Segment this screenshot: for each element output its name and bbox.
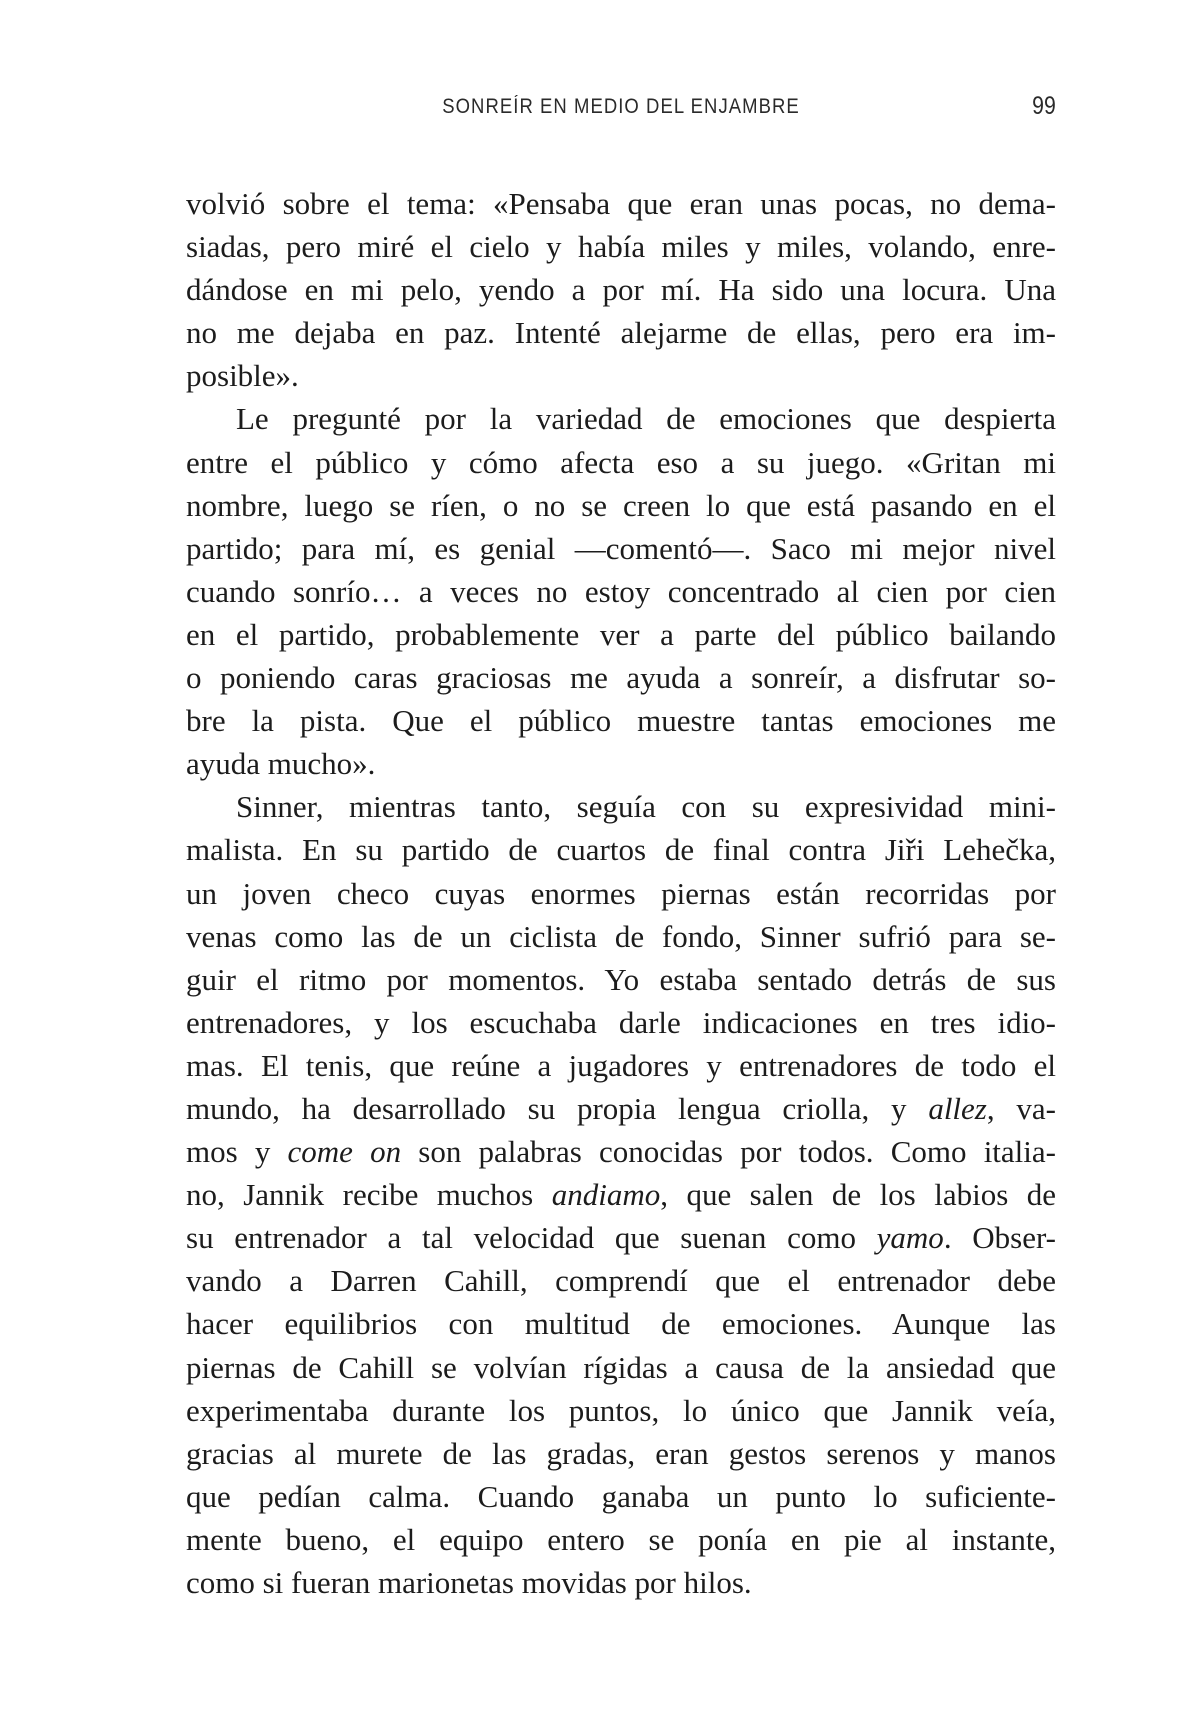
text-run: hacer equilibrios con multitud de emociones. Aunque las [186,1306,1056,1342]
running-title: SONREÍR EN MEDIO DEL ENJAMBRE [442,95,800,118]
text-run: no me dejaba en paz. Intenté alejarme de ellas, pero era im- [186,315,1056,351]
text-line [186,441,1056,484]
text-line [186,1173,1056,1216]
text-run: son palabras conocidas por todos. Como italia- [401,1134,1056,1170]
text-run: dándose en mi pelo, yendo a por mí. Ha sido una locura. Una [186,272,1056,308]
text-line [186,699,1056,742]
text-run: guir el ritmo por momentos. Yo estaba sentado detrás de sus [186,961,1056,997]
text-run: su entrenador a tal velocidad que suenan como [186,1220,877,1256]
text-run: mas. El tenis, que reúne a jugadores y entrenadores de todo el [186,1047,1056,1083]
text-line [186,1130,1056,1173]
text-line [186,1561,1056,1604]
text-run: cuando sonrío… a veces no estoy concentrado al cien por cien [186,573,1056,609]
text-line [186,872,1056,915]
text-run: posible». [186,358,299,394]
text-run: volvió sobre el tema: «Pensaba que eran unas pocas, no dema- [186,186,1056,221]
text-line [186,225,1056,268]
body-text [186,182,1056,1604]
text-line [186,742,1056,785]
text-line [186,268,1056,311]
text-line [186,570,1056,613]
text-run: piernas de Cahill se volvían rígidas a causa de la ansiedad que [186,1349,1056,1385]
italic-term: andiamo [551,1177,661,1213]
text-line [186,1259,1056,1302]
text-run: venas como las de un ciclista de fondo, Sinner sufrió para se- [186,918,1056,954]
text-run: malista. En su partido de cuartos de final contra Jiři Lehečka, [186,832,1056,868]
text-run: siadas, pero miré el cielo y había miles y miles, volando, enre- [186,229,1056,265]
italic-term: come on [287,1134,402,1170]
text-line [186,354,1056,397]
text-line [186,1432,1056,1475]
text-run: que pedían calma. Cuando ganaba un punto lo suficiente- [186,1478,1056,1514]
text-line [186,1389,1056,1432]
text-run: Sinner, mientras tanto, seguía con su expresividad mini- [236,789,1056,825]
text-run: en el partido, probablemente ver a parte del público bailando [186,616,1056,652]
text-line [186,484,1056,527]
italic-term: yamo [876,1220,944,1256]
text-run: experimentaba durante los puntos, lo único que Jannik veía, [186,1392,1056,1428]
text-run: , va- [986,1090,1056,1126]
text-run: como si fueran marionetas movidas por hilos. [186,1565,752,1600]
text-line [186,1087,1056,1130]
text-run: Le pregunté por la variedad de emociones que despierta [236,401,1056,437]
text-line [186,958,1056,1001]
text-run: entre el público y cómo afecta eso a su juego. «Gritan mi [186,444,1056,480]
text-line [186,1346,1056,1389]
text-run: partido; para mí, es genial —comentó—. Saco mi mejor nivel [186,530,1056,566]
text-run: . Obser- [943,1220,1056,1256]
text-run: vando a Darren Cahill, comprendí que el entrenador debe [186,1263,1056,1299]
text-line [186,1302,1056,1345]
text-run: nombre, luego se ríen, o no se creen lo que está pasando en el [186,487,1056,523]
text-line [186,656,1056,699]
text-line [186,1518,1056,1561]
text-line [186,1475,1056,1518]
text-line [186,785,1056,828]
text-run: bre la pista. Que el público muestre tantas emociones me [186,703,1056,739]
page-number: 99 [1032,92,1056,120]
italic-term: allez [928,1090,987,1126]
text-run: o poniendo caras graciosas me ayuda a sonreír, a disfrutar so- [186,660,1056,696]
text-line [186,828,1056,871]
running-head [186,92,1056,126]
text-line [186,311,1056,354]
text-run: mente bueno, el equipo entero se ponía en pie al instante, [186,1521,1056,1557]
text-run: mos y [186,1134,288,1170]
text-line [186,613,1056,656]
text-line [186,1216,1056,1259]
text-run: ayuda mucho». [186,746,376,782]
text-line [186,1001,1056,1044]
text-run: mundo, ha desarrollado su propia lengua criolla, y [186,1090,929,1126]
paragraph [186,785,1056,1604]
text-run: un joven checo cuyas enormes piernas están recorridas por [186,875,1056,911]
text-line [186,1044,1056,1087]
text-line [186,527,1056,570]
text-line [186,397,1056,440]
text-line [186,182,1056,225]
paragraph [186,182,1056,397]
text-run: no, Jannik recibe muchos [186,1177,552,1213]
text-run: , que salen de los labios de [660,1177,1056,1213]
text-run: entrenadores, y los escuchaba darle indicaciones en tres idio- [186,1004,1056,1040]
text-line [186,915,1056,958]
paragraph [186,397,1056,785]
text-run: gracias al murete de las gradas, eran gestos serenos y manos [186,1435,1056,1471]
